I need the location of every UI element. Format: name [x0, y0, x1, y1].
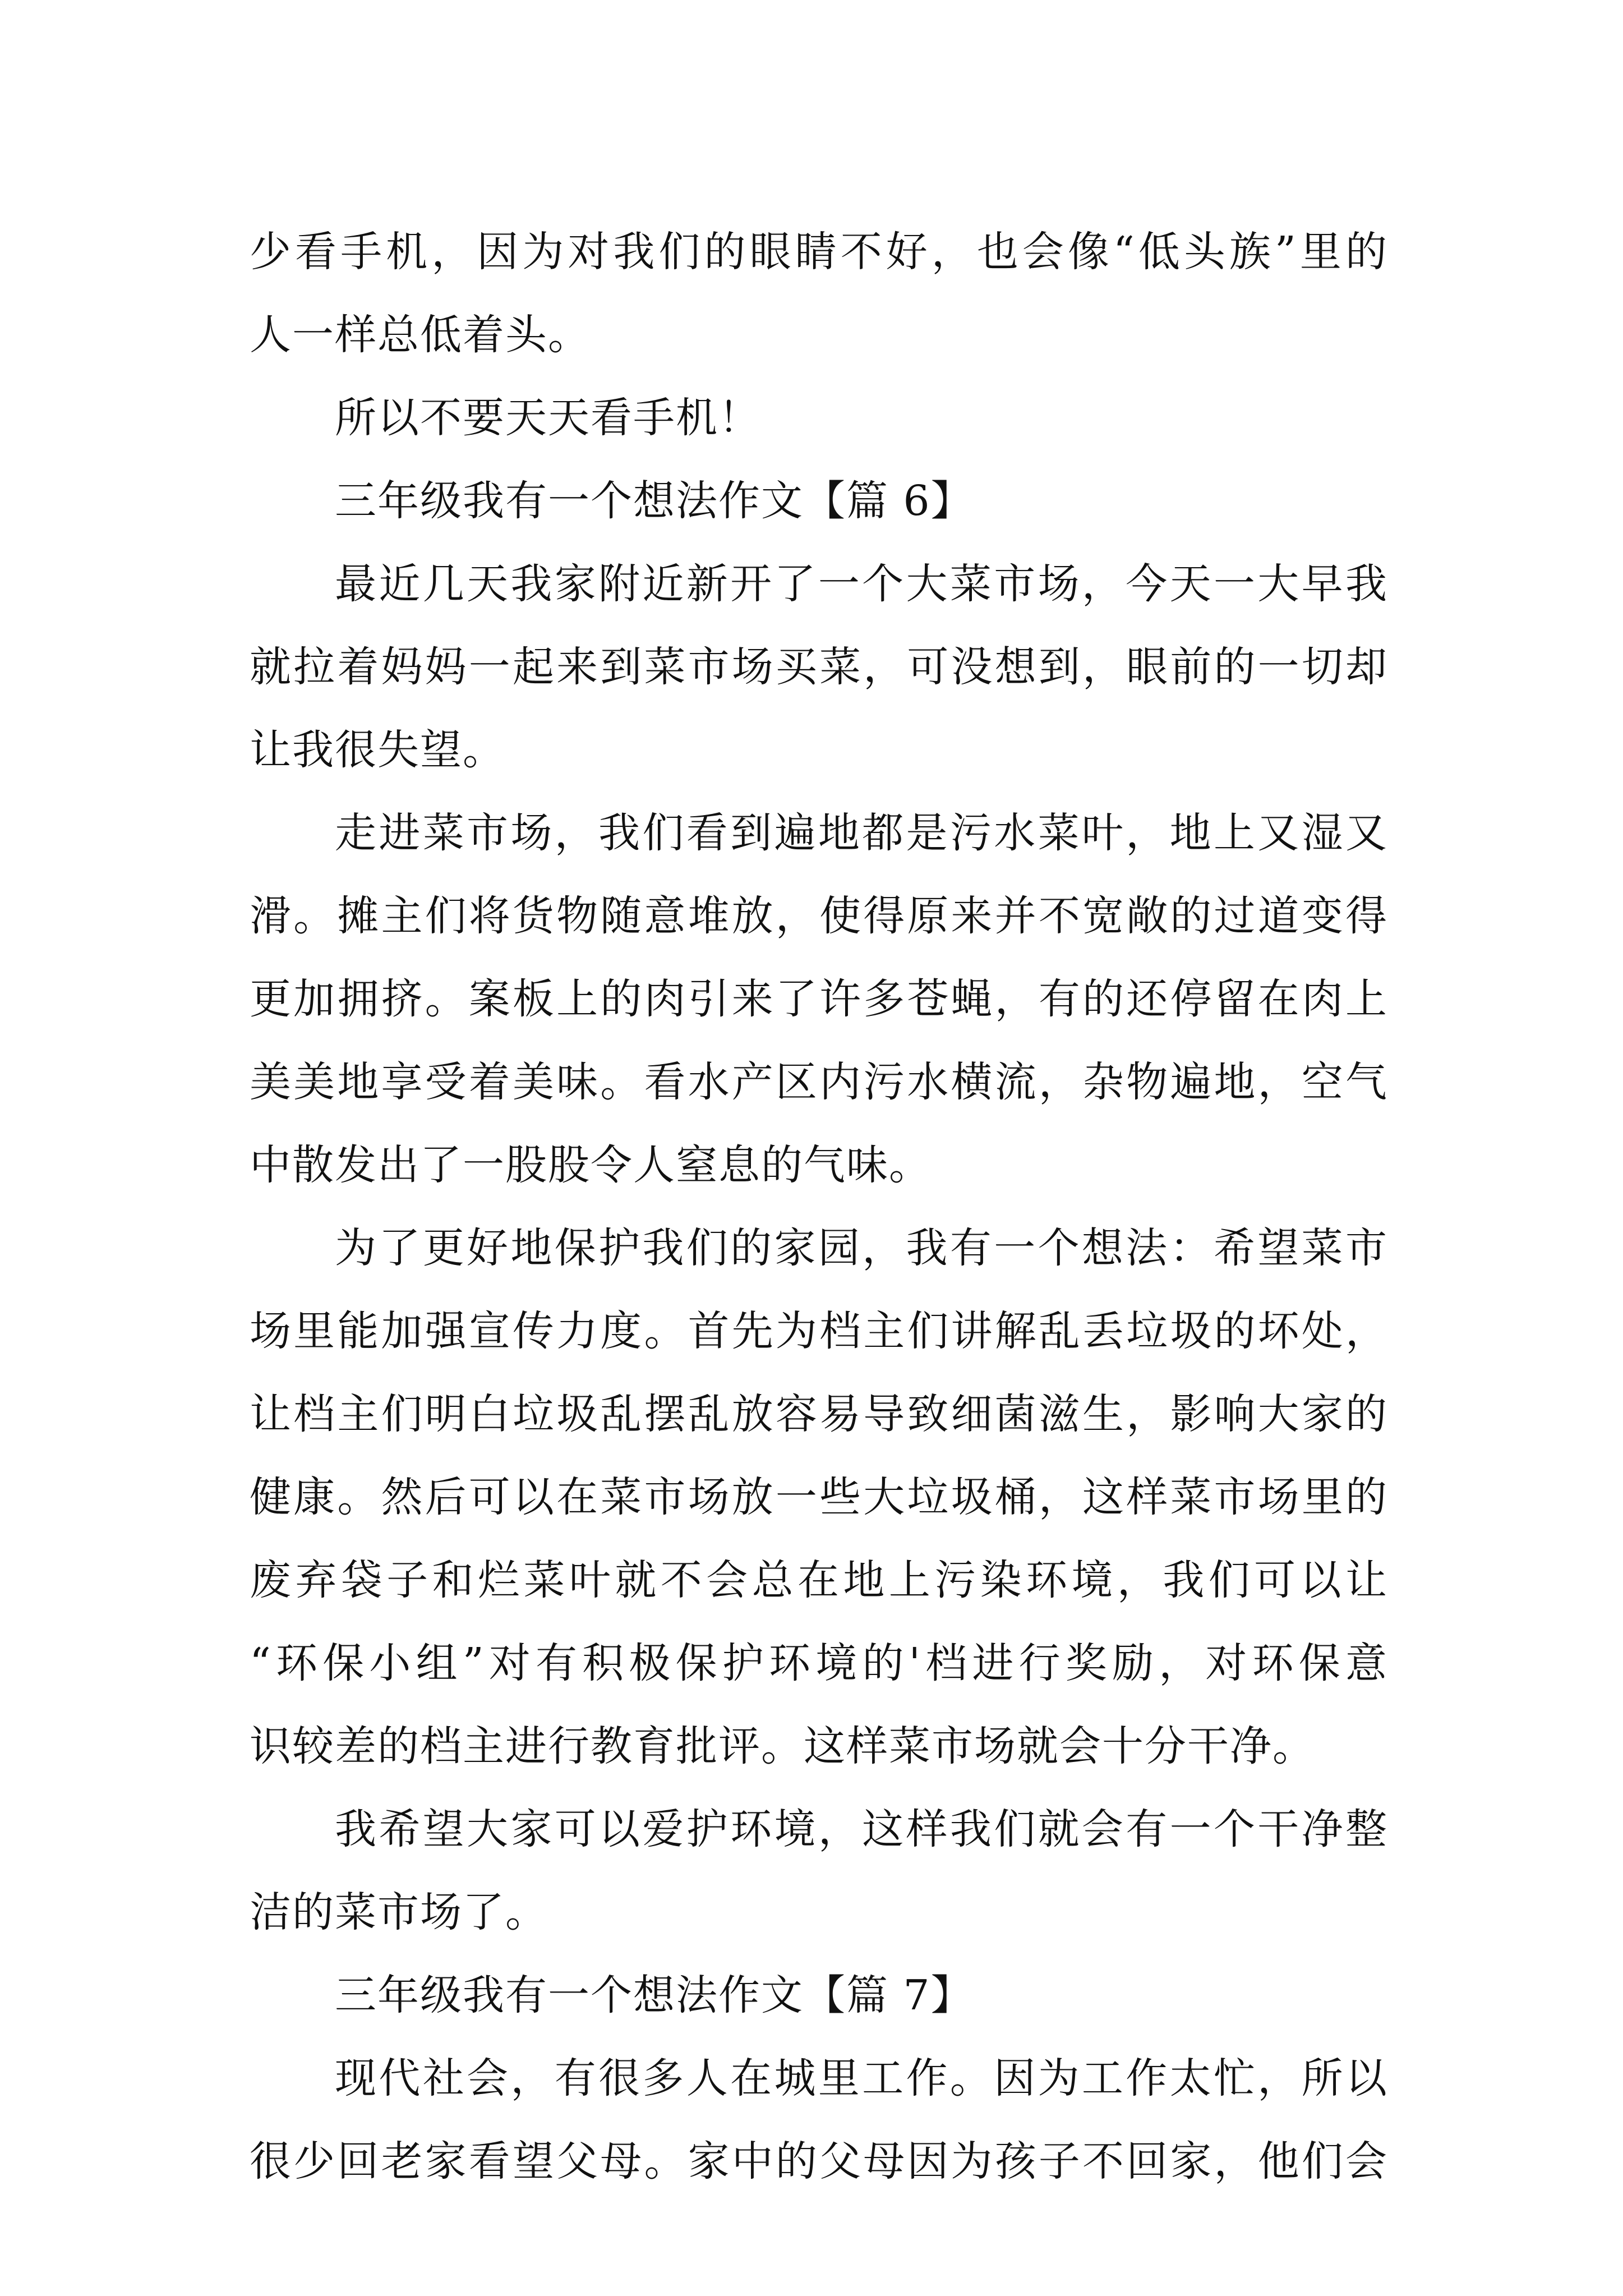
text-line: 场里能加强宣传力度。首先为档主们讲解乱丢垃圾的坏处， [250, 1307, 1388, 1355]
section-heading: 三年级我有一个想法作文【篇 6】 [335, 477, 974, 525]
text-line: 洁的菜市场了。 [250, 1888, 548, 1936]
text-line: 走进菜市场，我们看到遍地都是污水菜叶，地上又湿又 [335, 809, 1388, 857]
text-line: 人一样总低着头。 [250, 311, 591, 359]
text-line: 我希望大家可以爱护环境，这样我们就会有一个干净整 [335, 1805, 1388, 1853]
text-line: 健康。然后可以在菜市场放一些大垃圾桶，这样菜市场里的 [250, 1473, 1388, 1521]
document-body [250, 210, 1388, 2203]
text-line: 识较差的档主进行教育批评。这样菜市场就会十分干净。 [250, 1722, 1315, 1770]
text-line: 少看手机，因为对我们的眼睛不好，也会像“低头族”里的 [250, 228, 1388, 276]
text-line: 所以不要天天看手机！ [335, 394, 761, 442]
text-line: 很少回老家看望父母。家中的父母因为孩子不回家，他们会 [250, 2137, 1388, 2185]
text-line: 现代社会，有很多人在城里工作。因为工作太忙，所以 [335, 2054, 1388, 2102]
text-line: “环保小组”对有积极保护环境的'档进行奖励，对环保意 [250, 1639, 1388, 1687]
text-line: 更加拥挤。案板上的肉引来了许多苍蝇，有的还停留在肉上 [250, 975, 1388, 1023]
text-line: 让我很失望。 [250, 726, 505, 774]
text-line: 滑。摊主们将货物随意堆放，使得原来并不宽敞的过道变得 [250, 892, 1388, 940]
text-line: 最近几天我家附近新开了一个大菜市场，今天一大早我 [335, 560, 1388, 608]
text-line: 废弃袋子和烂菜叶就不会总在地上污染环境，我们可以让 [250, 1556, 1388, 1604]
text-line: 就拉着妈妈一起来到菜市场买菜，可没想到，眼前的一切却 [250, 643, 1388, 691]
text-line: 中散发出了一股股令人窒息的气味。 [250, 1141, 932, 1189]
text-line: 为了更好地保护我们的家园，我有一个想法：希望菜市 [335, 1224, 1388, 1272]
section-heading: 三年级我有一个想法作文【篇 7】 [335, 1971, 974, 2019]
text-line: 美美地享受着美味。看水产区内污水横流，杂物遍地，空气 [250, 1058, 1388, 1106]
text-line: 让档主们明白垃圾乱摆乱放容易导致细菌滋生，影响大家的 [250, 1390, 1388, 1438]
